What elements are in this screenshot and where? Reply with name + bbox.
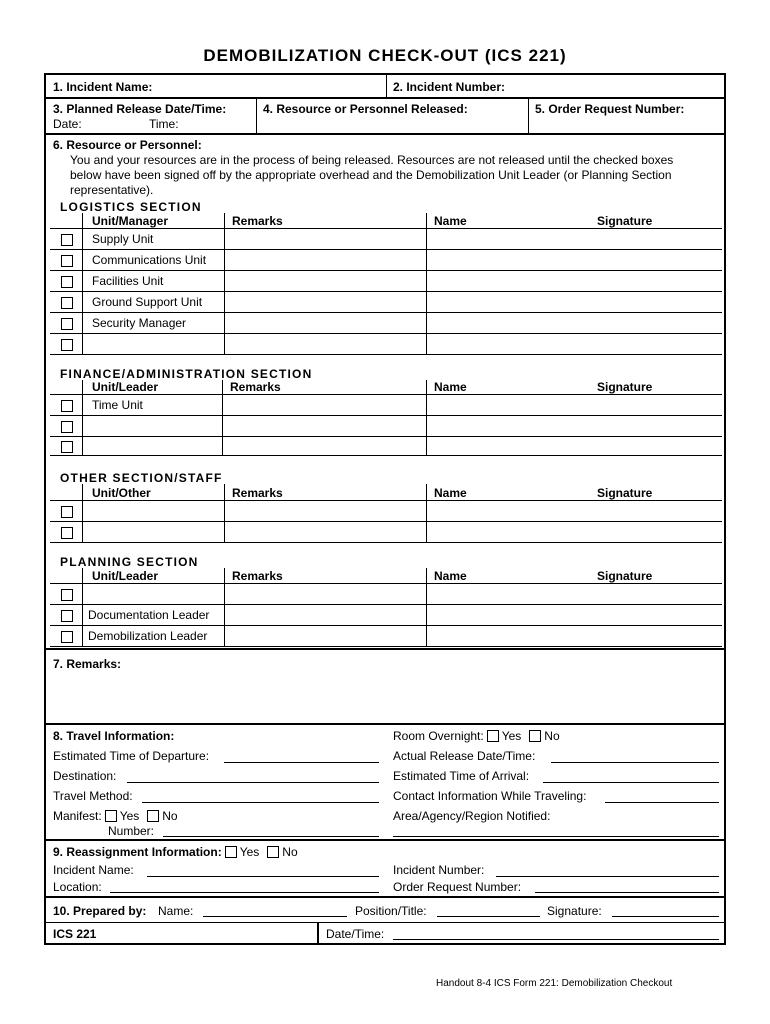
- instructions-line-2: below have been signed off by the appropriate overhead and the Demobilization Unit Leader (or Planning Section: [70, 168, 672, 182]
- col-signature: Signature: [597, 569, 653, 583]
- order-request-field[interactable]: [529, 99, 724, 133]
- unit-label: Documentation Leader: [88, 608, 210, 622]
- reassign-order-request-input[interactable]: [535, 892, 719, 893]
- travel-information-label: 8. Travel Information:: [53, 729, 175, 743]
- table-row: [50, 605, 722, 626]
- reassign-location-input[interactable]: [110, 892, 379, 893]
- table-row: [50, 250, 722, 271]
- reassign-order-request-label: Order Request Number:: [393, 880, 522, 894]
- other-table: [50, 484, 722, 543]
- date-time-input[interactable]: [393, 939, 719, 940]
- reassignment-group: [53, 845, 298, 859]
- manifest-number-label: Number:: [108, 824, 155, 838]
- travel-information-section: [46, 725, 724, 841]
- actual-release-label: Actual Release Date/Time:: [393, 749, 536, 763]
- handout-footer: Handout 8-4 ICS Form 221: Demobilization Checkout: [436, 978, 673, 989]
- logistics-heading: LOGISTICS SECTION: [60, 200, 202, 214]
- logistics-table: [50, 213, 722, 355]
- est-arrival-input[interactable]: [543, 782, 719, 783]
- table-row: [50, 229, 722, 250]
- contact-info-input[interactable]: [605, 802, 719, 803]
- unit-label: Ground Support Unit: [92, 295, 203, 309]
- col-signature: Signature: [597, 486, 653, 500]
- position-title-input[interactable]: [437, 916, 540, 917]
- room-overnight-yes-checkbox[interactable]: [487, 730, 499, 742]
- area-notified-label: Area/Agency/Region Notified:: [393, 809, 551, 823]
- resource-personnel-section: [46, 135, 724, 650]
- col-remarks: Remarks: [232, 486, 283, 500]
- prepared-name-input[interactable]: [203, 916, 347, 917]
- reassign-location-label: Location:: [53, 880, 102, 894]
- table-row: [50, 437, 722, 456]
- unit-label: Supply Unit: [92, 232, 154, 246]
- destination-label: Destination:: [53, 769, 117, 783]
- order-request-label: 5. Order Request Number:: [535, 102, 685, 116]
- instructions-line-1: You and your resources are in the process of being released. Resources are not released until the checked boxes: [70, 153, 674, 167]
- checkbox-ground-support-unit[interactable]: [61, 297, 73, 309]
- date-label: Date:: [53, 117, 82, 131]
- checkbox-demobilization-leader[interactable]: [61, 631, 73, 643]
- reassign-incident-name-label: Incident Name:: [53, 863, 134, 877]
- remarks-field[interactable]: [46, 650, 724, 725]
- est-departure-input[interactable]: [224, 762, 379, 763]
- incident-number-label: 2. Incident Number:: [393, 80, 506, 94]
- est-departure-label: Estimated Time of Departure:: [53, 749, 210, 763]
- manifest-group: [53, 809, 178, 823]
- col-unit-manager: Unit/Manager: [92, 214, 169, 228]
- instructions-line-3: representative).: [70, 183, 154, 197]
- col-remarks: Remarks: [232, 569, 283, 583]
- row-release: [46, 99, 724, 135]
- form-id-row: [46, 923, 724, 945]
- est-arrival-label: Estimated Time of Arrival:: [393, 769, 530, 783]
- area-notified-input[interactable]: [393, 836, 719, 837]
- col-signature: Signature: [597, 214, 653, 228]
- reassignment-yes-checkbox[interactable]: [225, 846, 237, 858]
- table-row: [50, 501, 722, 522]
- incident-number-field[interactable]: [387, 75, 724, 97]
- table-row: [50, 395, 722, 416]
- manifest-yes-checkbox[interactable]: [105, 810, 117, 822]
- destination-input[interactable]: [127, 782, 379, 783]
- table-row: [50, 626, 722, 647]
- form-title: DEMOBILIZATION CHECK-OUT (ICS 221): [203, 46, 567, 65]
- room-overnight-no-checkbox[interactable]: [529, 730, 541, 742]
- planning-header-row: [50, 568, 722, 584]
- col-remarks: Remarks: [232, 214, 283, 228]
- remarks-label: 7. Remarks:: [53, 657, 122, 671]
- col-name: Name: [434, 569, 467, 583]
- reassignment-section: [46, 841, 724, 898]
- planning-table: [50, 568, 722, 647]
- prepared-by-section: [46, 898, 724, 923]
- resource-personnel-label: 6. Resource or Personnel:: [53, 138, 202, 152]
- reassign-incident-number-label: Incident Number:: [393, 863, 485, 877]
- table-row: [50, 522, 722, 543]
- finance-table: [50, 380, 722, 456]
- col-unit-leader: Unit/Leader: [92, 380, 159, 394]
- col-name: Name: [434, 380, 467, 394]
- col-remarks: Remarks: [230, 380, 281, 394]
- checkbox-logistics-blank[interactable]: [61, 339, 73, 351]
- checkbox-security-manager[interactable]: [61, 318, 73, 330]
- incident-name-field[interactable]: [46, 75, 387, 97]
- reassign-incident-name-input[interactable]: [147, 876, 379, 877]
- checkbox-finance-blank-1[interactable]: [61, 421, 73, 433]
- col-unit-other: Unit/Other: [92, 486, 151, 500]
- no-label: No: [544, 729, 560, 743]
- reassign-incident-number-input[interactable]: [496, 876, 719, 877]
- date-time-label: Date/Time:: [326, 927, 385, 941]
- no-label: No: [162, 809, 178, 823]
- finance-header-row: [50, 380, 722, 395]
- unit-label: Security Manager: [92, 316, 187, 330]
- incident-name-label: 1. Incident Name:: [53, 80, 153, 94]
- checkbox-planning-blank[interactable]: [61, 589, 73, 601]
- table-row: [50, 584, 722, 605]
- checkbox-finance-blank-2[interactable]: [61, 441, 73, 453]
- actual-release-input[interactable]: [551, 762, 719, 763]
- resource-released-label: 4. Resource or Personnel Released:: [263, 102, 468, 116]
- manifest-number-input[interactable]: [163, 836, 379, 837]
- checkbox-other-2[interactable]: [61, 527, 73, 539]
- unit-label: Demobilization Leader: [88, 629, 208, 643]
- unit-label: Time Unit: [92, 398, 143, 412]
- table-row: [50, 334, 722, 355]
- no-label: No: [282, 845, 298, 859]
- manifest-label: Manifest:: [53, 809, 102, 823]
- checkbox-time-unit[interactable]: [61, 400, 73, 412]
- yes-label: Yes: [239, 845, 260, 859]
- table-row: [50, 416, 722, 437]
- other-header-row: [50, 484, 722, 501]
- table-row: [50, 292, 722, 313]
- unit-label: Facilities Unit: [92, 274, 164, 288]
- other-heading: OTHER SECTION/STAFF: [60, 471, 223, 485]
- col-unit-leader: Unit/Leader: [92, 569, 159, 583]
- checkbox-facilities-unit[interactable]: [61, 276, 73, 288]
- position-title-label: Position/Title:: [355, 904, 427, 918]
- col-name: Name: [434, 214, 467, 228]
- yes-label: Yes: [119, 809, 140, 823]
- signature-input[interactable]: [612, 916, 719, 917]
- signature-label: Signature:: [547, 904, 602, 918]
- unit-label: Communications Unit: [92, 253, 207, 267]
- planned-release-field[interactable]: [46, 99, 257, 133]
- prepared-by-label: 10. Prepared by:: [53, 904, 147, 918]
- planned-release-label: 3. Planned Release Date/Time:: [53, 102, 227, 116]
- time-label: Time:: [149, 117, 179, 131]
- prepared-name-label: Name:: [158, 904, 194, 918]
- col-name: Name: [434, 486, 467, 500]
- planning-heading: PLANNING SECTION: [60, 555, 199, 569]
- room-overnight-label: Room Overnight:: [393, 729, 484, 743]
- contact-info-label: Contact Information While Traveling:: [393, 789, 587, 803]
- checkbox-supply-unit[interactable]: [61, 234, 73, 246]
- form-id-label: ICS 221: [53, 927, 97, 941]
- row-incident: [46, 75, 724, 99]
- checkbox-documentation-leader[interactable]: [61, 610, 73, 622]
- reassignment-no-checkbox[interactable]: [267, 846, 279, 858]
- col-signature: Signature: [597, 380, 653, 394]
- manifest-no-checkbox[interactable]: [147, 810, 159, 822]
- reassignment-label: 9. Reassignment Information:: [53, 845, 222, 859]
- travel-method-input[interactable]: [142, 802, 379, 803]
- form-id-cell: [46, 923, 319, 945]
- finance-heading: FINANCE/ADMINISTRATION SECTION: [60, 367, 313, 381]
- table-row: [50, 271, 722, 292]
- travel-method-label: Travel Method:: [53, 789, 133, 803]
- resource-released-field[interactable]: [257, 99, 529, 133]
- ics-221-form: [44, 73, 726, 945]
- room-overnight-group: [393, 729, 560, 743]
- checkbox-other-1[interactable]: [61, 506, 73, 518]
- logistics-header-row: [50, 213, 722, 229]
- table-row: [50, 313, 722, 334]
- yes-label: Yes: [501, 729, 522, 743]
- checkbox-communications-unit[interactable]: [61, 255, 73, 267]
